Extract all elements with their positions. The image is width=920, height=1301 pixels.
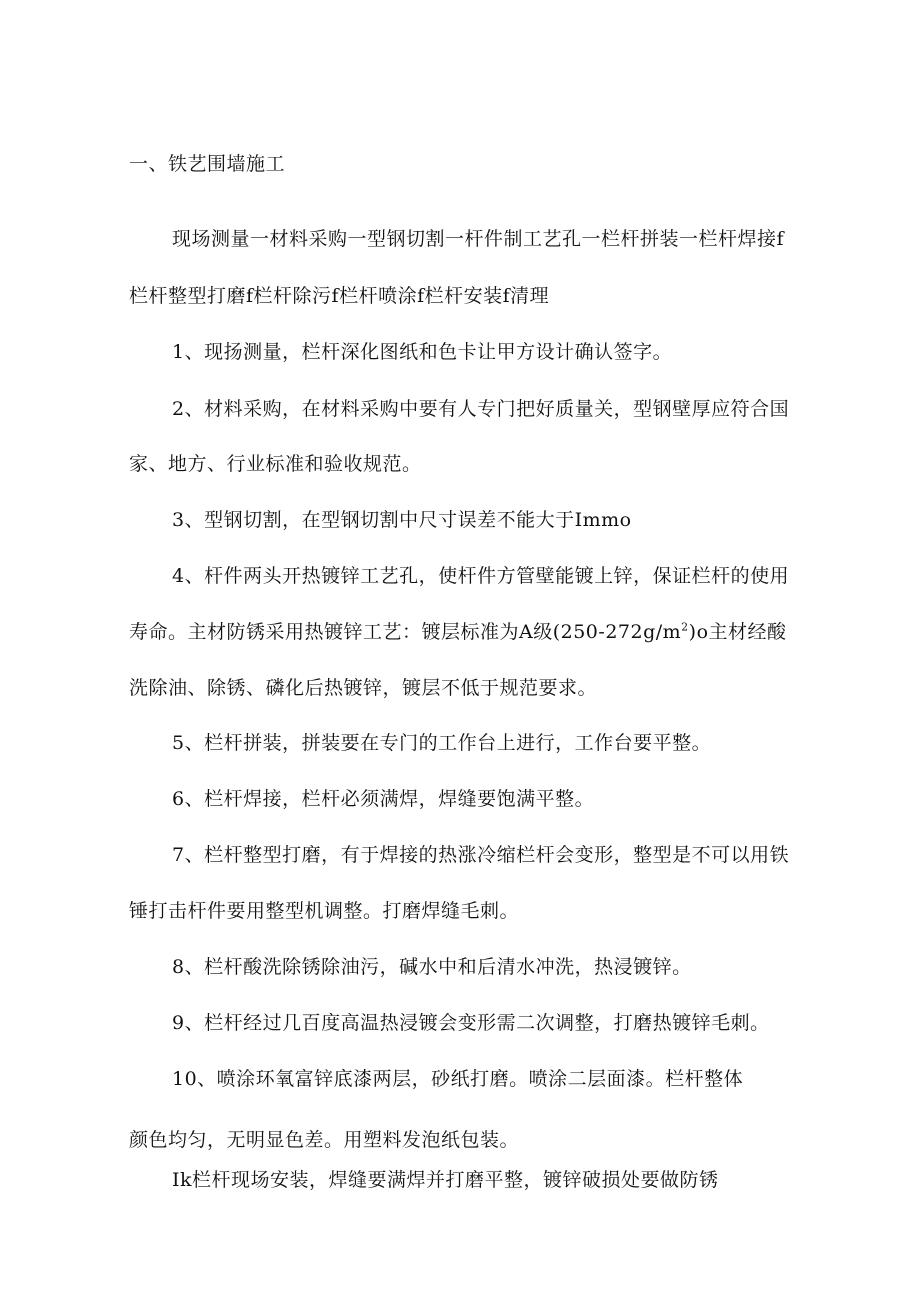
item-5: 5、栏杆拼装，拼装要在专门的工作台上进行，工作台要平整。 — [172, 732, 712, 754]
process-flow-line-1: 现场测量一材料采购一型钢切割一杆件制工艺孔一栏杆拼装一栏杆焊接f — [172, 228, 785, 250]
item-2-line-1: 2、材料采购，在材料采购中要有人专门把好质量关，型钢壁厚应符合国 — [172, 398, 790, 420]
item-11: Ik栏杆现场安装，焊缝要满焊并打磨平整，镀锌破损处要做防锈 — [172, 1169, 719, 1191]
item-4-line-1: 4、杆件两头开热镀锌工艺孔，使杆件方管壁能镀上锌，保证栏杆的使用 — [172, 565, 790, 587]
item-4-line-2 — [129, 620, 787, 644]
item-6: 6、栏杆焊接，栏杆必须满焊，焊缝要饱满平整。 — [172, 788, 595, 810]
process-flow-line-2: 栏杆整型打磨f栏杆除污f栏杆喷涂f栏杆安装f清理 — [129, 285, 550, 307]
item-9: 9、栏杆经过几百度高温热浸镀会变形需二次调整，打磨热镀锌毛刺。 — [172, 1012, 770, 1034]
item-8: 8、栏杆酸洗除锈除油污，碱水中和后清水冲洗，热浸镀锌。 — [172, 956, 692, 978]
item-2-line-2: 家、地方、行业标准和验收规范。 — [129, 453, 422, 475]
section-heading: 一、铁艺围墙施工 — [129, 153, 286, 175]
item-4-line-2-text: 寿命。主材防锈采用热镀锌工艺：镀层标准为A级(250-272g/m — [129, 621, 682, 643]
item-4-line-3: 洗除油、除锈、磷化后热镀锌，镀层不低于规范要求。 — [129, 677, 598, 699]
item-1: 1、现扬测量，栏杆深化图纸和色卡让甲方设计确认签字。 — [172, 341, 673, 363]
item-10-line-2: 颜色均匀，无明显色差。用塑料发泡纸包装。 — [129, 1129, 520, 1151]
item-7-line-1: 7、栏杆整型打磨，有于焊接的热涨冷缩栏杆会变形，整型是不可以用铁 — [172, 844, 790, 866]
item-10-line-1: 10、喷涂环氧富锌底漆两层，砂纸打磨。喷涂二层面漆。栏杆整体 — [172, 1068, 744, 1090]
item-7-line-2: 锤打击杆件要用整型机调整。打磨焊缝毛刺。 — [129, 900, 520, 922]
superscript-2: 2 — [681, 620, 689, 634]
item-3: 3、型钢切割，在型钢切割中尺寸误差不能大于Immo — [172, 509, 632, 531]
item-4-line-2-tail: )o主材经酸 — [688, 621, 787, 643]
